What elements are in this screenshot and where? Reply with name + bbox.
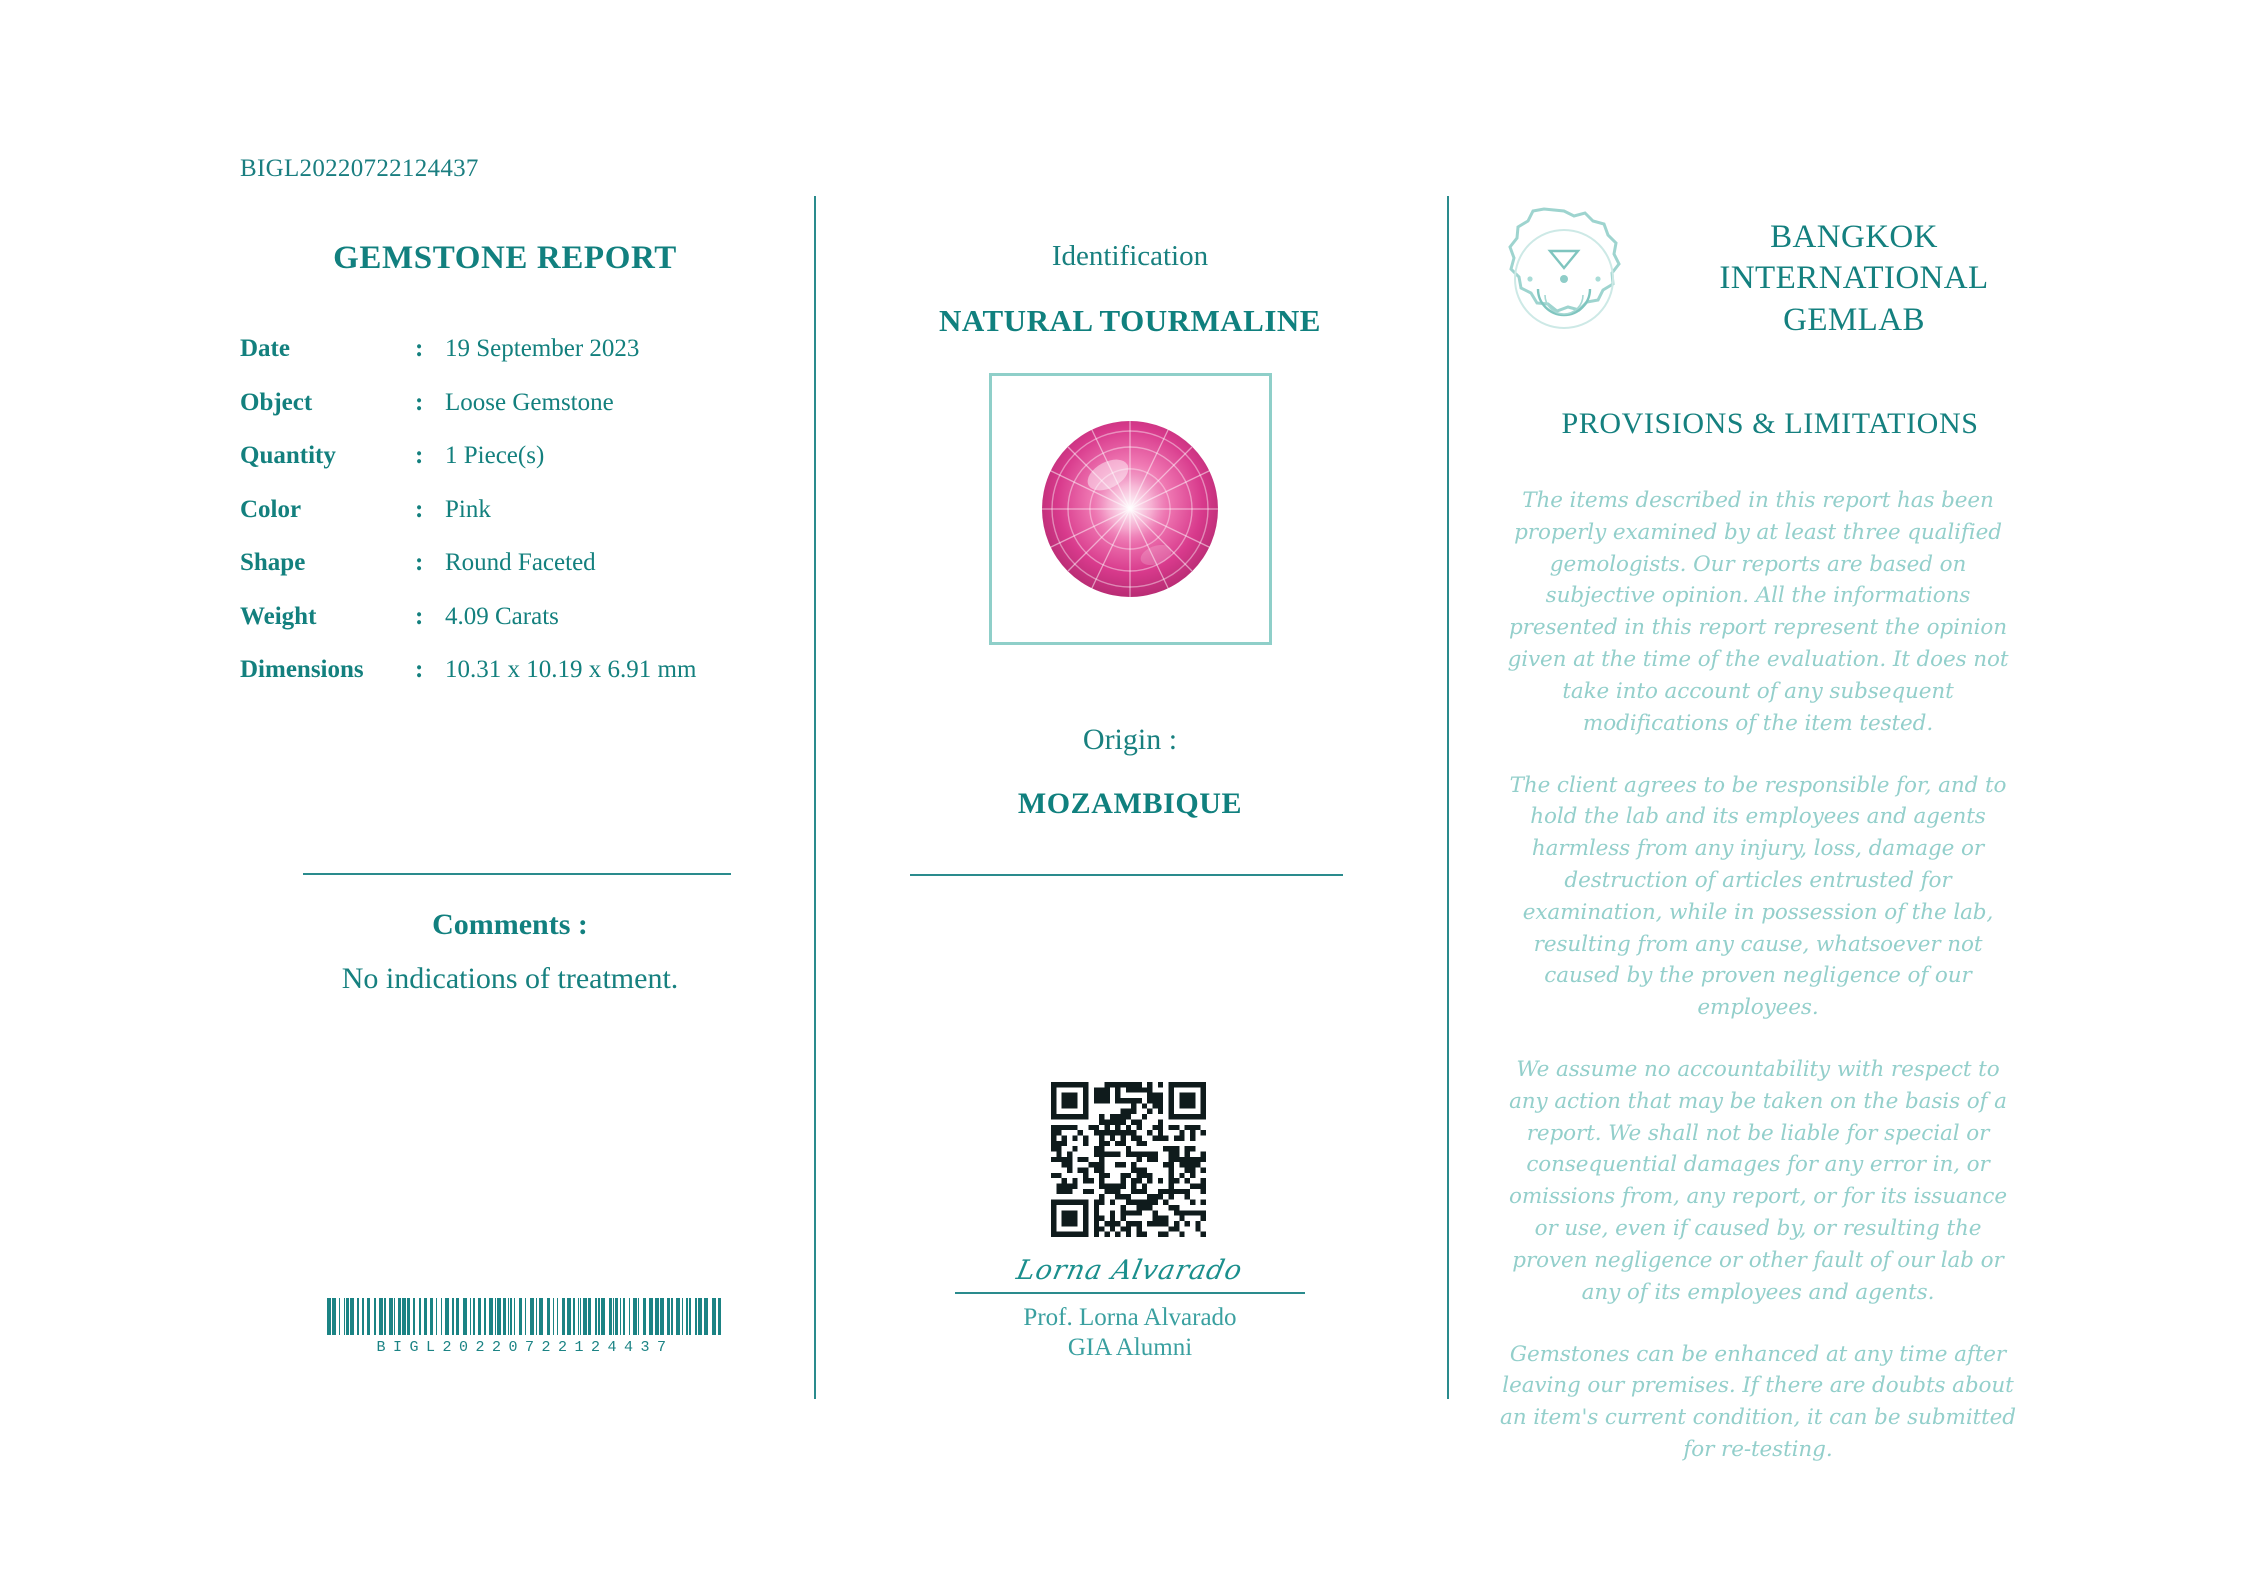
signatory-credential: GIA Alumni <box>1067 1334 1193 1361</box>
spec-key: Shape <box>240 549 306 576</box>
comments-text: No indications of treatment. <box>341 962 679 995</box>
column-divider-right <box>1447 196 1449 1399</box>
spec-colon: : <box>415 602 424 630</box>
signature-script: Lorna Alvarado <box>1014 1255 1246 1286</box>
identification-label: Identification <box>1051 240 1209 272</box>
brand-header <box>1490 205 2050 353</box>
gemlab-seal-logo-icon <box>1490 205 1638 353</box>
table-row <box>240 656 780 710</box>
specifications-table <box>240 335 780 710</box>
spec-key: Color <box>240 495 302 523</box>
provisions-paragraph: We assume no accountability with respect to any action that may be taken on the basis of a report. We shall not be liable for special or consequential damages for any error in, or omissions from, any report, or for its issuance or use, even if caused by, or resulting the proven negligence or other fault of our lab or any of its employees and agents. <box>1509 1057 2007 1305</box>
provisions-body <box>1498 485 2018 1466</box>
provisions-title: PROVISIONS & LIMITATIONS <box>1561 407 1979 440</box>
barcode-text: BIGL20220722124437 <box>376 1339 674 1356</box>
spec-value: Pink <box>445 495 491 523</box>
middle-column <box>860 240 1400 821</box>
table-row <box>240 603 780 657</box>
table-row <box>240 549 780 603</box>
origin-label: Origin : <box>1082 723 1178 756</box>
spec-value: 10.31 x 10.19 x 6.91 mm <box>445 656 697 683</box>
spec-key: Object <box>240 388 313 416</box>
spec-value: Loose Gemstone <box>445 388 614 416</box>
barcode-bars <box>327 1298 723 1335</box>
right-column <box>1490 205 2050 1496</box>
spec-colon: : <box>415 442 424 469</box>
spec-key: Date <box>240 335 290 362</box>
left-divider-rule <box>303 873 731 875</box>
provisions-paragraph: The client agrees to be responsible for, and to hold the lab and its employees and agents harmless from any injury, loss, damage or destruction of articles entrusted for examination, while in possession of the lab, resulting from any cause, whatsoever not caused by the proven negligence of our employees. <box>1509 772 2007 1021</box>
table-row <box>240 442 780 496</box>
column-divider-left <box>814 196 816 1399</box>
brand-line-1: BANGKOK <box>1770 219 1938 255</box>
origin-value: MOZAMBIQUE <box>1017 787 1243 820</box>
table-row <box>240 389 780 443</box>
brand-line-2: INTERNATIONAL <box>1719 260 1989 297</box>
spec-key: Dimensions <box>240 656 364 683</box>
page-title: GEMSTONE REPORT <box>333 240 677 276</box>
table-row <box>240 335 780 389</box>
spec-key: Quantity <box>240 442 336 469</box>
provisions-paragraph: The items described in this report has been properly examined by at least three qualified gemologists. Our reports are based on subjective opinion. All the informations presented in this report represent the opinion given at the time of the evaluation. It does not take into account of any subsequent modifications of the item tested. <box>1507 488 2009 736</box>
gem-photo-frame <box>989 373 1272 645</box>
spec-value: 4.09 Carats <box>445 602 559 630</box>
signature-line <box>955 1292 1305 1294</box>
spec-value: Round Faceted <box>445 549 596 576</box>
barcode <box>327 1298 723 1356</box>
spec-colon: : <box>415 335 424 362</box>
spec-colon: : <box>415 549 424 576</box>
middle-divider-rule <box>910 874 1343 876</box>
spec-value: 1 Piece(s) <box>445 442 545 469</box>
table-row <box>240 496 780 550</box>
spec-colon: : <box>415 388 424 416</box>
comments-title: Comments : <box>432 908 588 941</box>
spec-value: 19 September 2023 <box>445 335 640 362</box>
spec-colon: : <box>415 495 424 523</box>
brand-line-3: GEMLAB <box>1783 301 1925 338</box>
identification-value: NATURAL TOURMALINE <box>939 303 1321 338</box>
left-column <box>240 240 780 710</box>
brand-title <box>1658 205 2050 341</box>
spec-key: Weight <box>240 602 317 630</box>
provisions-paragraph: Gemstones can be enhanced at any time after leaving our premises. If there are doubts about an item's current condition, it can be submitted for re-testing. <box>1500 1341 2016 1462</box>
report-id: BIGL20220722124437 <box>240 155 479 182</box>
signatory-name: Prof. Lorna Alvarado <box>1023 1304 1237 1331</box>
qr-code[interactable] <box>1051 1082 1206 1237</box>
signature-block <box>950 1255 1310 1362</box>
pink-tourmaline-gem-image <box>1036 415 1224 603</box>
spec-colon: : <box>415 656 424 683</box>
